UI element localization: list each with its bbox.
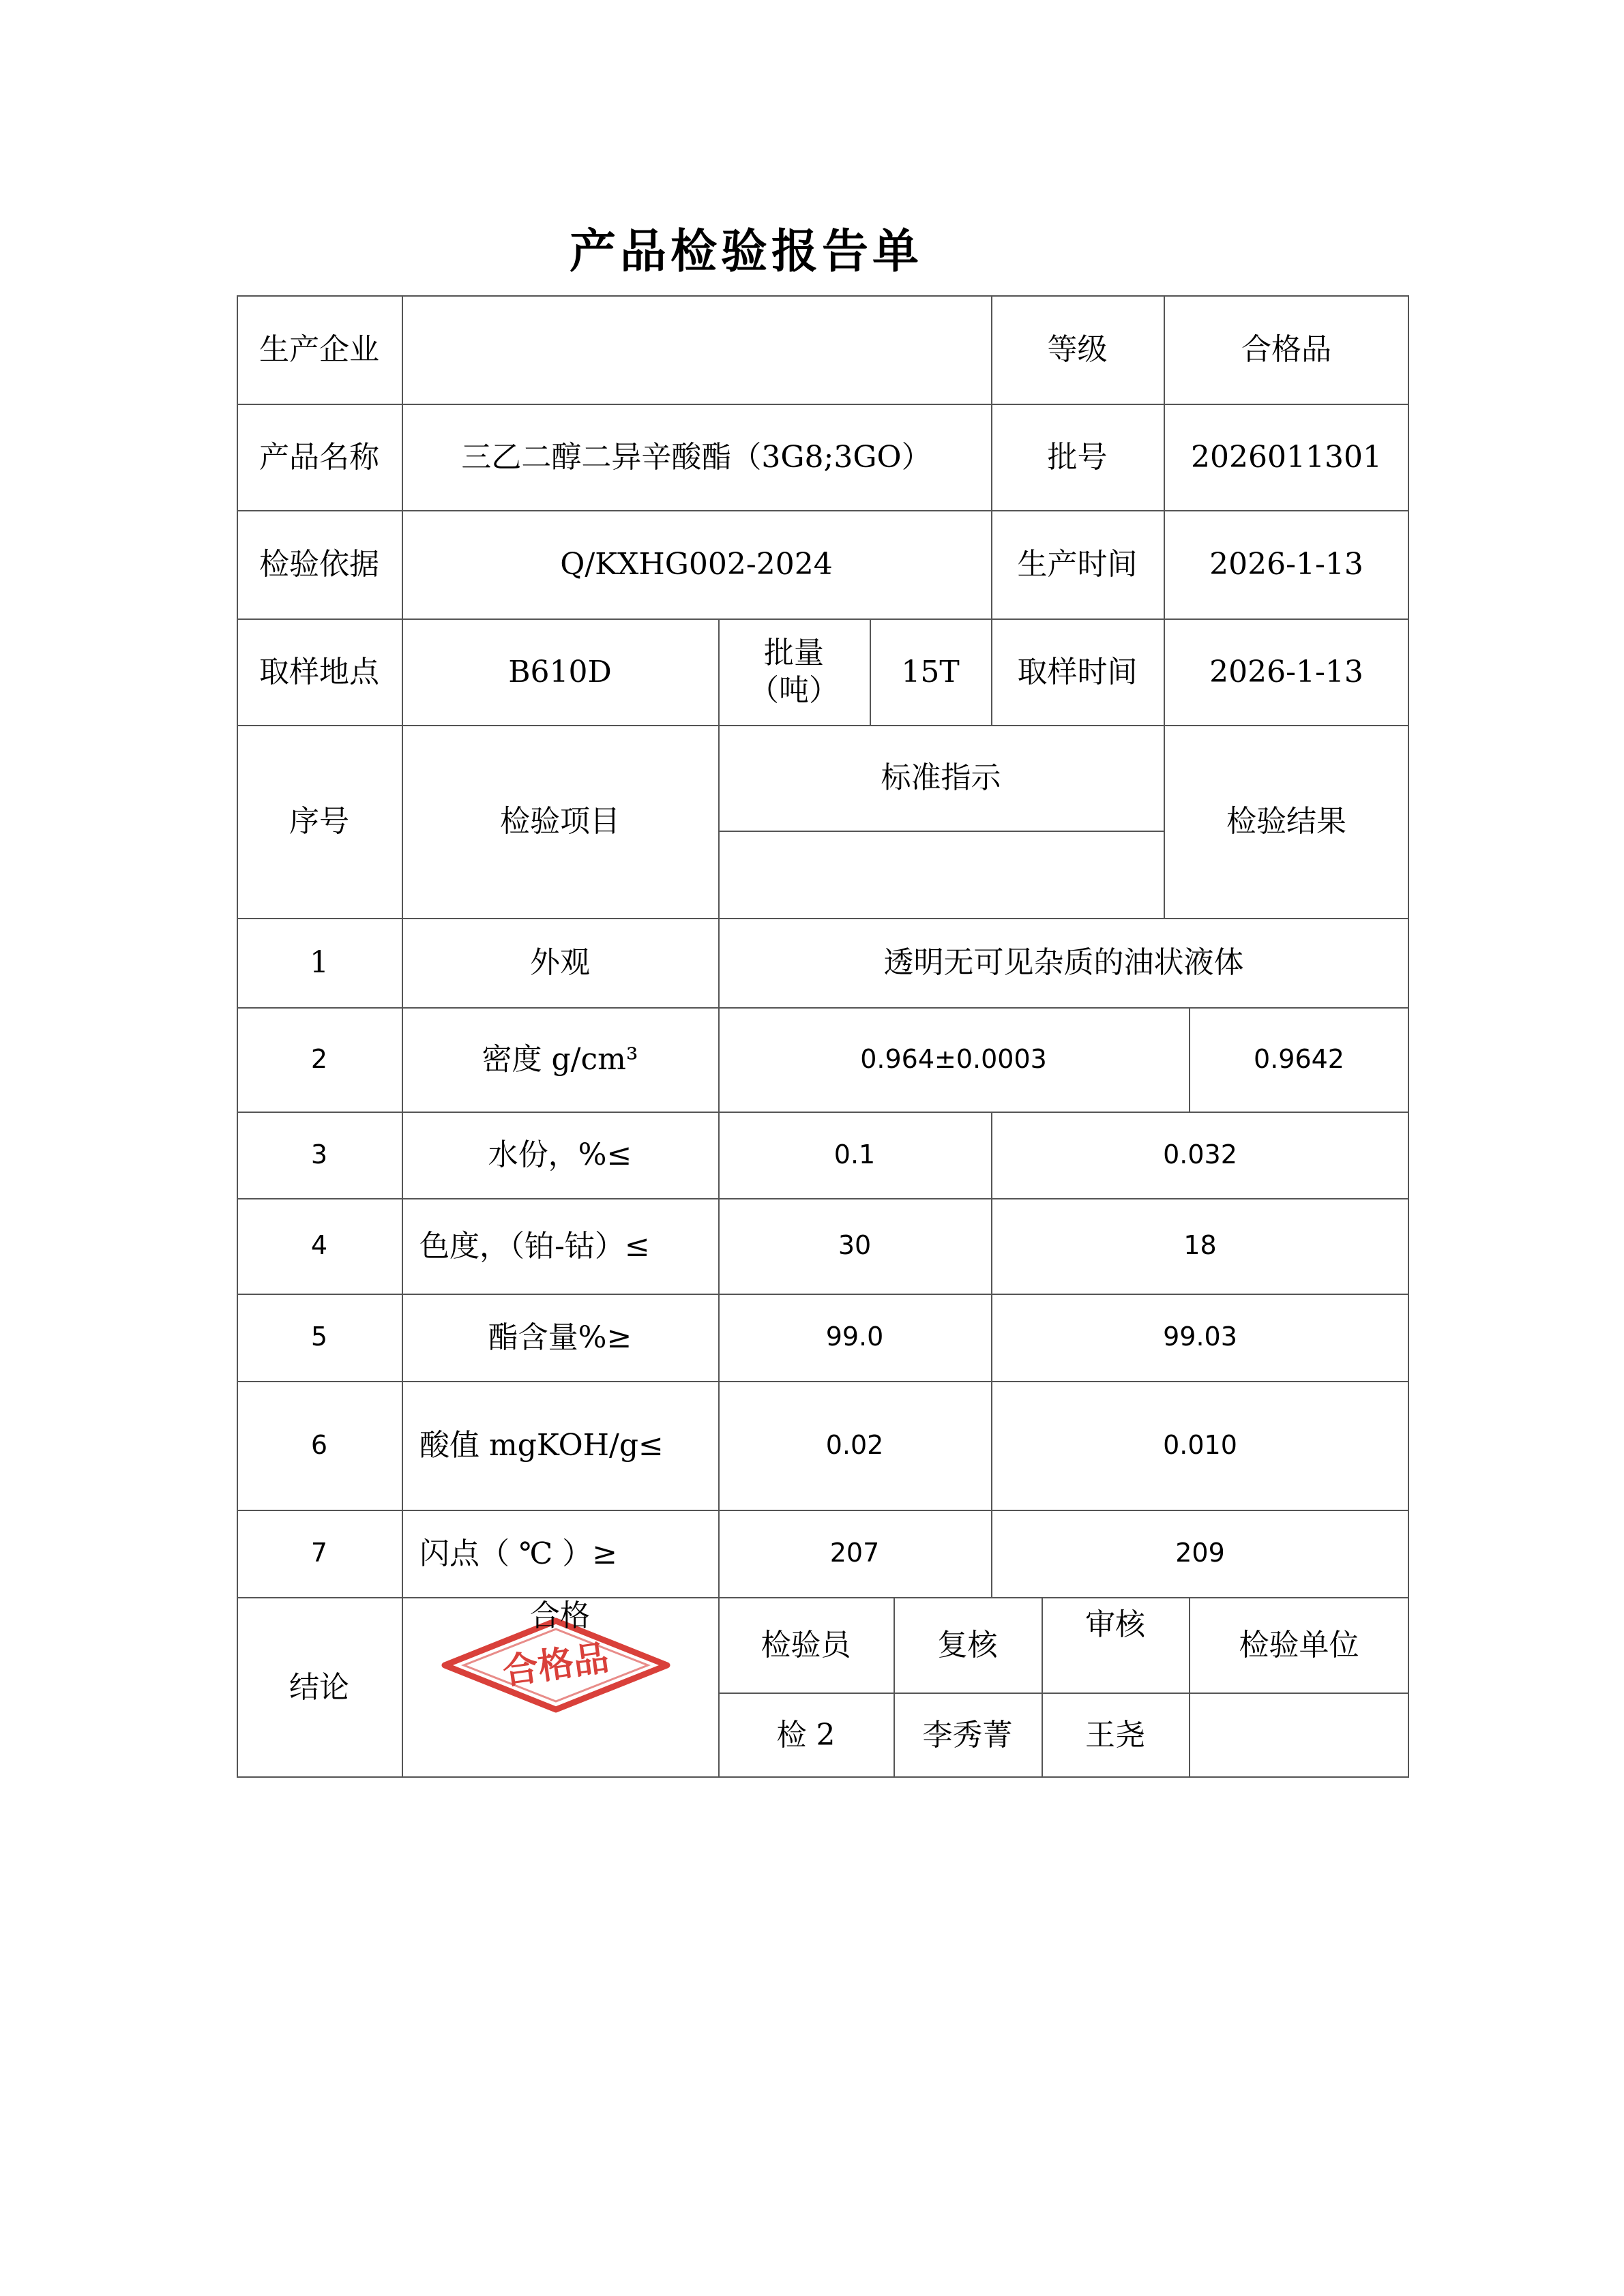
row-7-no: 7 [310, 1538, 328, 1568]
batch-quantity-value: 15T [901, 654, 960, 689]
sample-place-label: 取样地点 [259, 654, 379, 689]
row-4-no: 4 [310, 1230, 328, 1261]
row-3-result: 0.032 [1163, 1139, 1237, 1169]
conclusion-label: 结论 [289, 1670, 349, 1705]
row-3-standard: 0.1 [833, 1139, 876, 1169]
inspector-label: 检验员 [761, 1627, 851, 1663]
row-5-result: 99.03 [1163, 1322, 1237, 1352]
row-2-item: 密度 g/cm³ [482, 1042, 638, 1077]
header-no: 序号 [289, 804, 349, 839]
row-3-no: 3 [310, 1139, 328, 1169]
producer-label: 生产企业 [259, 332, 379, 367]
header-result: 检验结果 [1226, 804, 1346, 839]
reviewer-value: 李秀菁 [922, 1718, 1013, 1753]
auditor-label: 审核 [1085, 1607, 1145, 1642]
header-standard: 标准指示 [881, 760, 1001, 795]
grade-value: 合格品 [1241, 332, 1331, 367]
row-7-result: 209 [1175, 1538, 1225, 1568]
sample-place-value: B610D [508, 654, 612, 689]
row-2-result: 0.9642 [1254, 1043, 1344, 1074]
header-item: 检验项目 [500, 804, 620, 839]
row-4-result: 18 [1183, 1230, 1217, 1261]
product-label: 产品名称 [259, 439, 379, 475]
row-2-no: 2 [310, 1043, 328, 1074]
row-1-item: 外观 [530, 945, 590, 980]
basis-value: Q/KXHG002-2024 [560, 547, 833, 582]
unit-label: 检验单位 [1239, 1627, 1359, 1663]
row-6-no: 6 [310, 1429, 328, 1460]
batch-quantity-label [718, 618, 870, 725]
inspector-value: 检 2 [776, 1718, 836, 1753]
grade-label: 等级 [1047, 332, 1108, 367]
sample-time-value: 2026-1-13 [1209, 654, 1363, 689]
production-time-value: 2026-1-13 [1209, 547, 1363, 582]
batch-label: 批号 [1047, 439, 1108, 475]
sample-time-label: 取样时间 [1017, 654, 1138, 689]
row-3-item: 水份，%≤ [488, 1137, 632, 1172]
row-7-item: 闪点（ ℃ ）≥ [419, 1536, 618, 1571]
basis-label: 检验依据 [259, 547, 379, 582]
row-1-standard: 透明无可见杂质的油状液体 [883, 945, 1244, 980]
stamp-text: 合格品 [500, 1637, 612, 1693]
row-5-no: 5 [310, 1322, 328, 1352]
production-time-label: 生产时间 [1017, 547, 1138, 582]
batch-value: 2026011301 [1191, 439, 1382, 475]
unit-value [1189, 1693, 1409, 1778]
reviewer-label: 复核 [937, 1627, 998, 1663]
product-value: 三乙二醇二异辛酸酯（3G8;3GO） [461, 439, 932, 475]
row-5-standard: 99.0 [825, 1322, 884, 1352]
row-6-standard: 0.02 [825, 1429, 884, 1460]
row-1-no: 1 [310, 945, 329, 980]
batch-quantity-label-line1: 批量 [764, 636, 824, 670]
row-6-item: 酸值 mgKOH/g≤ [419, 1428, 664, 1463]
row-divider [718, 831, 1164, 832]
producer-value [402, 295, 991, 404]
row-6-result: 0.010 [1163, 1429, 1237, 1460]
row-2-standard: 0.964±0.0003 [860, 1043, 1047, 1074]
page-title: 产品检验报告单 [570, 224, 924, 279]
row-5-item: 酯含量%≥ [488, 1320, 632, 1355]
row-4-item: 色度，（铂-钴）≤ [419, 1228, 650, 1264]
row-7-standard: 207 [829, 1538, 880, 1568]
conclusion-value: 合格 [530, 1598, 590, 1633]
row-4-standard: 30 [838, 1230, 872, 1261]
batch-quantity-label-line2: （吨） [749, 673, 839, 708]
auditor-value: 王尧 [1085, 1718, 1145, 1753]
